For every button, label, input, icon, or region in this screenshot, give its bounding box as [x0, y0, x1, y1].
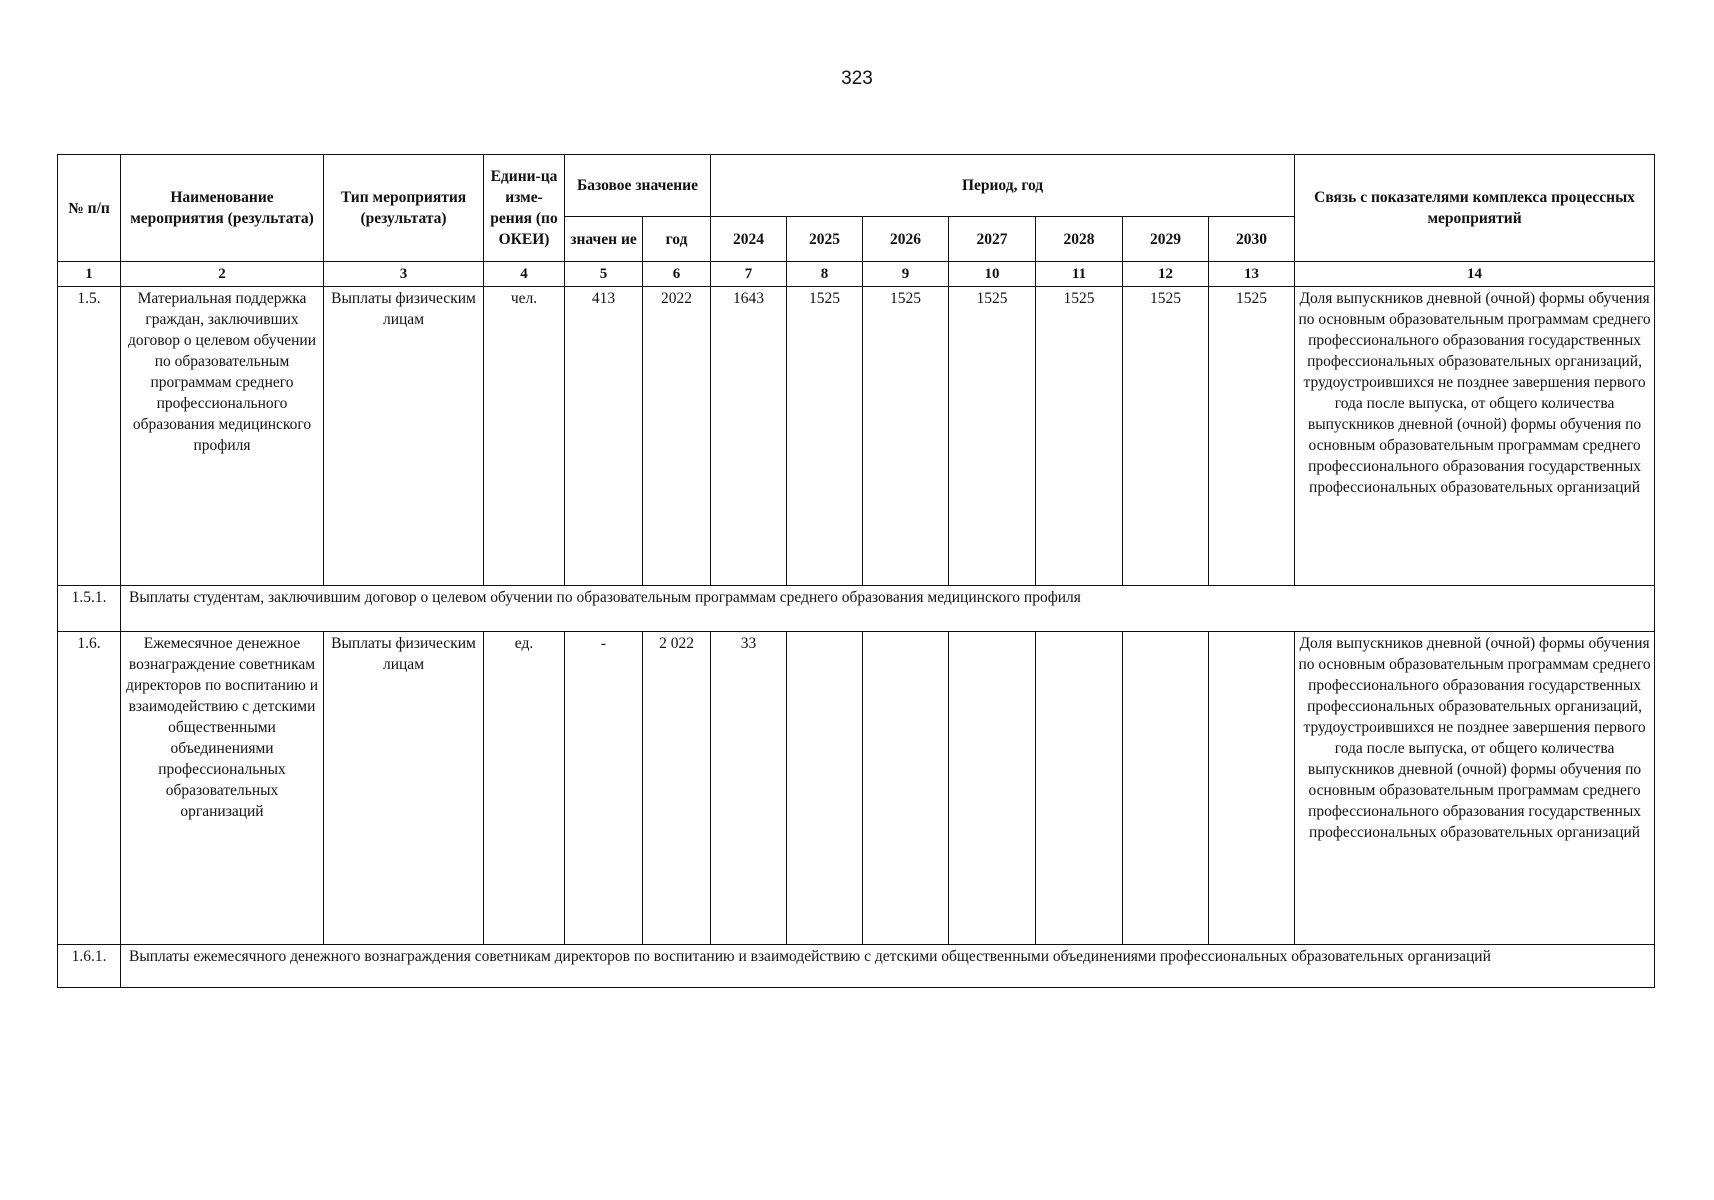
column-number: 12: [1123, 262, 1209, 287]
row-unit: чел.: [484, 287, 565, 586]
row-num: 1.5.: [58, 287, 121, 586]
header-relation: Связь с показателями комплекса процессных мероприятий: [1295, 155, 1655, 262]
row-year-value: 1525: [1036, 287, 1123, 586]
row-num: 1.6.: [58, 632, 121, 945]
header-name: Наименование мероприятия (результата): [121, 155, 324, 262]
row-year-value: [1209, 632, 1295, 945]
row-base-value: 413: [565, 287, 643, 586]
column-number: 14: [1295, 262, 1655, 287]
subrow-text: Выплаты студентам, заключившим договор о целевом обучении по образовательным программам среднего образования медицинского профиля: [121, 586, 1655, 632]
row-year-value: 1525: [1209, 287, 1295, 586]
row-base-value: -: [565, 632, 643, 945]
column-number: 7: [711, 262, 787, 287]
subrow-text: Выплаты ежемесячного денежного вознаграждения советникам директоров по воспитанию и взаимодействию с детскими общественными объединениями профессиональных образовательных организаций: [121, 945, 1655, 988]
row-name: Ежемесячное денежное вознаграждение советникам директоров по воспитанию и взаимодействию с детскими общественными объединениями профессиональных образовательных организаций: [121, 632, 324, 945]
header-unit: Едини-ца изме-рения (по ОКЕИ): [484, 155, 565, 262]
column-number: 4: [484, 262, 565, 287]
row-year-value: 33: [711, 632, 787, 945]
table-subrow: [58, 586, 1655, 632]
row-unit: ед.: [484, 632, 565, 945]
subrow-num: 1.5.1.: [58, 586, 121, 632]
column-number: 8: [787, 262, 863, 287]
header-base-value: значен ие: [565, 217, 643, 262]
column-number: 9: [863, 262, 949, 287]
row-year-value: 1525: [863, 287, 949, 586]
column-number: 1: [58, 262, 121, 287]
header-num: № п/п: [58, 155, 121, 262]
header-year: 2027: [949, 217, 1036, 262]
header-year: 2028: [1036, 217, 1123, 262]
measures-table: [57, 154, 1655, 988]
row-year-value: [1123, 632, 1209, 945]
subrow-num: 1.6.1.: [58, 945, 121, 988]
header-year: 2030: [1209, 217, 1295, 262]
row-year-value: 1643: [711, 287, 787, 586]
row-base-year: 2022: [643, 287, 711, 586]
header-base: Базовое значение: [565, 155, 711, 217]
header-year: 2026: [863, 217, 949, 262]
row-name: Материальная поддержка граждан, заключивших договор о целевом обучении по образовательным программам среднего профессионального образования медицинского профиля: [121, 287, 324, 586]
column-number: 11: [1036, 262, 1123, 287]
row-year-value: 1525: [949, 287, 1036, 586]
row-year-value: 1525: [787, 287, 863, 586]
page-number: 323: [841, 68, 873, 89]
header-period: Период, год: [711, 155, 1295, 217]
column-number: 5: [565, 262, 643, 287]
table-row: [58, 632, 1655, 945]
header-base-year: год: [643, 217, 711, 262]
row-base-year: 2 022: [643, 632, 711, 945]
column-number: 13: [1209, 262, 1295, 287]
row-type: Выплаты физическим лицам: [324, 287, 484, 586]
column-number: 10: [949, 262, 1036, 287]
table-row: [58, 287, 1655, 586]
row-year-value: [863, 632, 949, 945]
header-year: 2029: [1123, 217, 1209, 262]
row-type: Выплаты физическим лицам: [324, 632, 484, 945]
column-number: 2: [121, 262, 324, 287]
table-subrow: [58, 945, 1655, 988]
row-year-value: [787, 632, 863, 945]
column-number: 6: [643, 262, 711, 287]
header-year: 2024: [711, 217, 787, 262]
header-row-1: [58, 155, 1655, 217]
column-numbers-row: [58, 262, 1655, 287]
row-relation: Доля выпускников дневной (очной) формы обучения по основным образовательным программам среднего профессионального образования государственных профессиональных образовательных организаций, трудоустроившихся не позднее завершения первого года после выпуска, от общего количества выпускников дневной (очной) формы обучения по основным образовательным программам среднего профессионального образования государственных профессиональных образовательных организаций: [1295, 632, 1655, 945]
row-relation: Доля выпускников дневной (очной) формы обучения по основным образовательным программам среднего профессионального образования государственных профессиональных образовательных организаций, трудоустроившихся не позднее завершения первого года после выпуска, от общего количества выпускников дневной (очной) формы обучения по основным образовательным программам среднего профессионального образования государственных профессиональных образовательных организаций: [1295, 287, 1655, 586]
row-year-value: [949, 632, 1036, 945]
row-year-value: [1036, 632, 1123, 945]
header-year: 2025: [787, 217, 863, 262]
header-type: Тип мероприятия (результата): [324, 155, 484, 262]
row-year-value: 1525: [1123, 287, 1209, 586]
column-number: 3: [324, 262, 484, 287]
